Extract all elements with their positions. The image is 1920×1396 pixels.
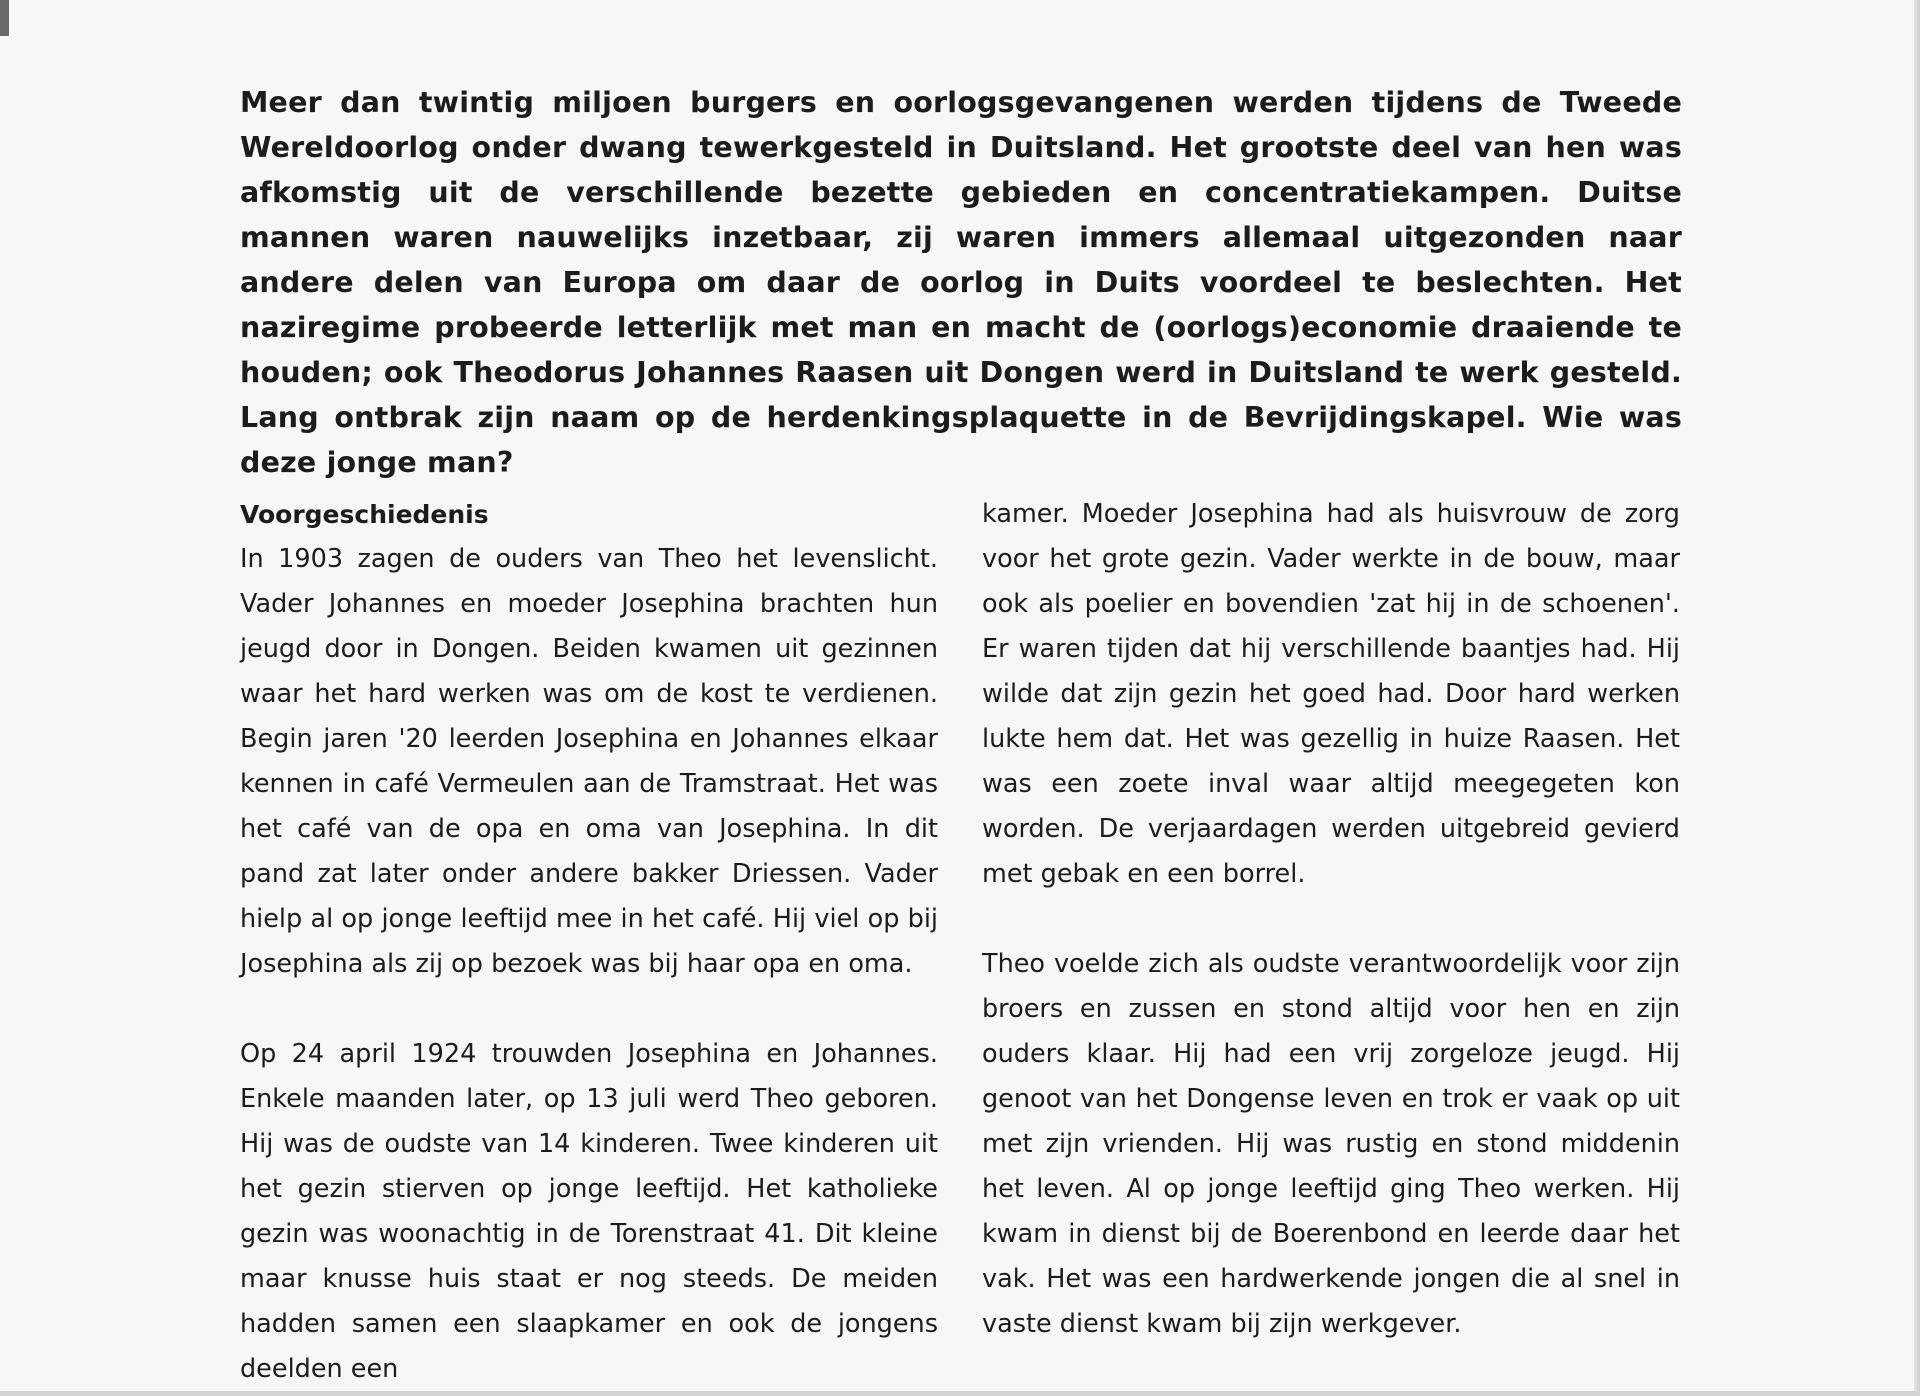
right-paragraph-2: Theo voelde zich als oudste verantwoordelijk voor zijn broers en zussen en stond altijd voor hen en zijn ouders klaar. Hij had een vrij zorgeloze jeugd. Hij genoot van het Dongense leven en trok er vaak op uit met zijn vrienden. Hij was rustig en stond middenin het leven. Al op jonge leeftijd ging Theo werken. Hij kwam in dienst bij de Boerenbond en leerde daar het vak. Het was een hardwerkende jongen die al snel in vaste dienst kwam bij zijn werkgever. (982, 949, 1680, 1339)
intro-paragraph: Meer dan twintig miljoen burgers en oorlogsgevangenen werden tijdens de Tweede Wereldoorlog onder dwang tewerkgesteld in Duitsland. Het grootste deel van hen was afkomstig uit de verschillende bezette gebieden en concentratiekampen. Duitse mannen waren nauwelijks inzetbaar, zij waren immers allemaal uitgezonden naar andere delen van Europa om daar de oorlog in Duits voordeel te beslechten. Het naziregime probeerde letterlijk met man en macht de (oorlogs)economie draaiende te houden; ook Theodorus Johannes Raasen uit Dongen werd in Duitsland te werk gesteld. Lang ontbrak zijn naam op de herdenkingsplaquette in de Bevrijdingskapel. Wie was deze jonge man? (240, 86, 1682, 479)
right-paragraph-1: kamer. Moeder Josephina had als huisvrouw de zorg voor het grote gezin. Vader werkte in de bouw, maar ook als poelier en bovendien 'zat hij in de schoenen'. Er waren tijden dat hij verschillende baantjes had. Hij wilde dat zijn gezin het goed had. Door hard werken lukte hem dat. Het was gezellig in huize Raasen. Het was een zoete inval waar altijd meegegeten kon worden. De verjaardagen werden uitgebreid gevierd met gebak en een borrel. (982, 499, 1680, 889)
scan-edge-shadow (1914, 0, 1920, 1396)
scan-edge-mark (0, 0, 9, 36)
left-column (240, 492, 938, 1392)
left-paragraph-1: In 1903 zagen de ouders van Theo het levenslicht. Vader Johannes en moeder Josephina brachten hun jeugd door in Dongen. Beiden kwamen uit gezinnen waar het hard werken was om de kost te verdienen. Begin jaren '20 leerden Josephina en Johannes elkaar kennen in café Vermeulen aan de Tramstraat. Het was het café van de opa en oma van Josephina. In dit pand zat later onder andere bakker Driessen. Vader hielp al op jonge leeftijd mee in het café. Hij viel op bij Josephina als zij op bezoek was bij haar opa en oma. (240, 544, 938, 979)
left-paragraph-2: Op 24 april 1924 trouwden Josephina en Johannes. Enkele maanden later, op 13 juli werd Theo geboren. Hij was de oudste van 14 kinderen. Twee kinderen uit het gezin stierven op jonge leeftijd. Het katholieke gezin was woonachtig in de Torenstraat 41. Dit kleine maar knusse huis staat er nog steeds. De meiden hadden samen een slaapkamer en ook de jongens deelden een (240, 1039, 938, 1384)
section-heading: Voorgeschiedenis (240, 500, 489, 529)
right-column (982, 492, 1680, 1347)
